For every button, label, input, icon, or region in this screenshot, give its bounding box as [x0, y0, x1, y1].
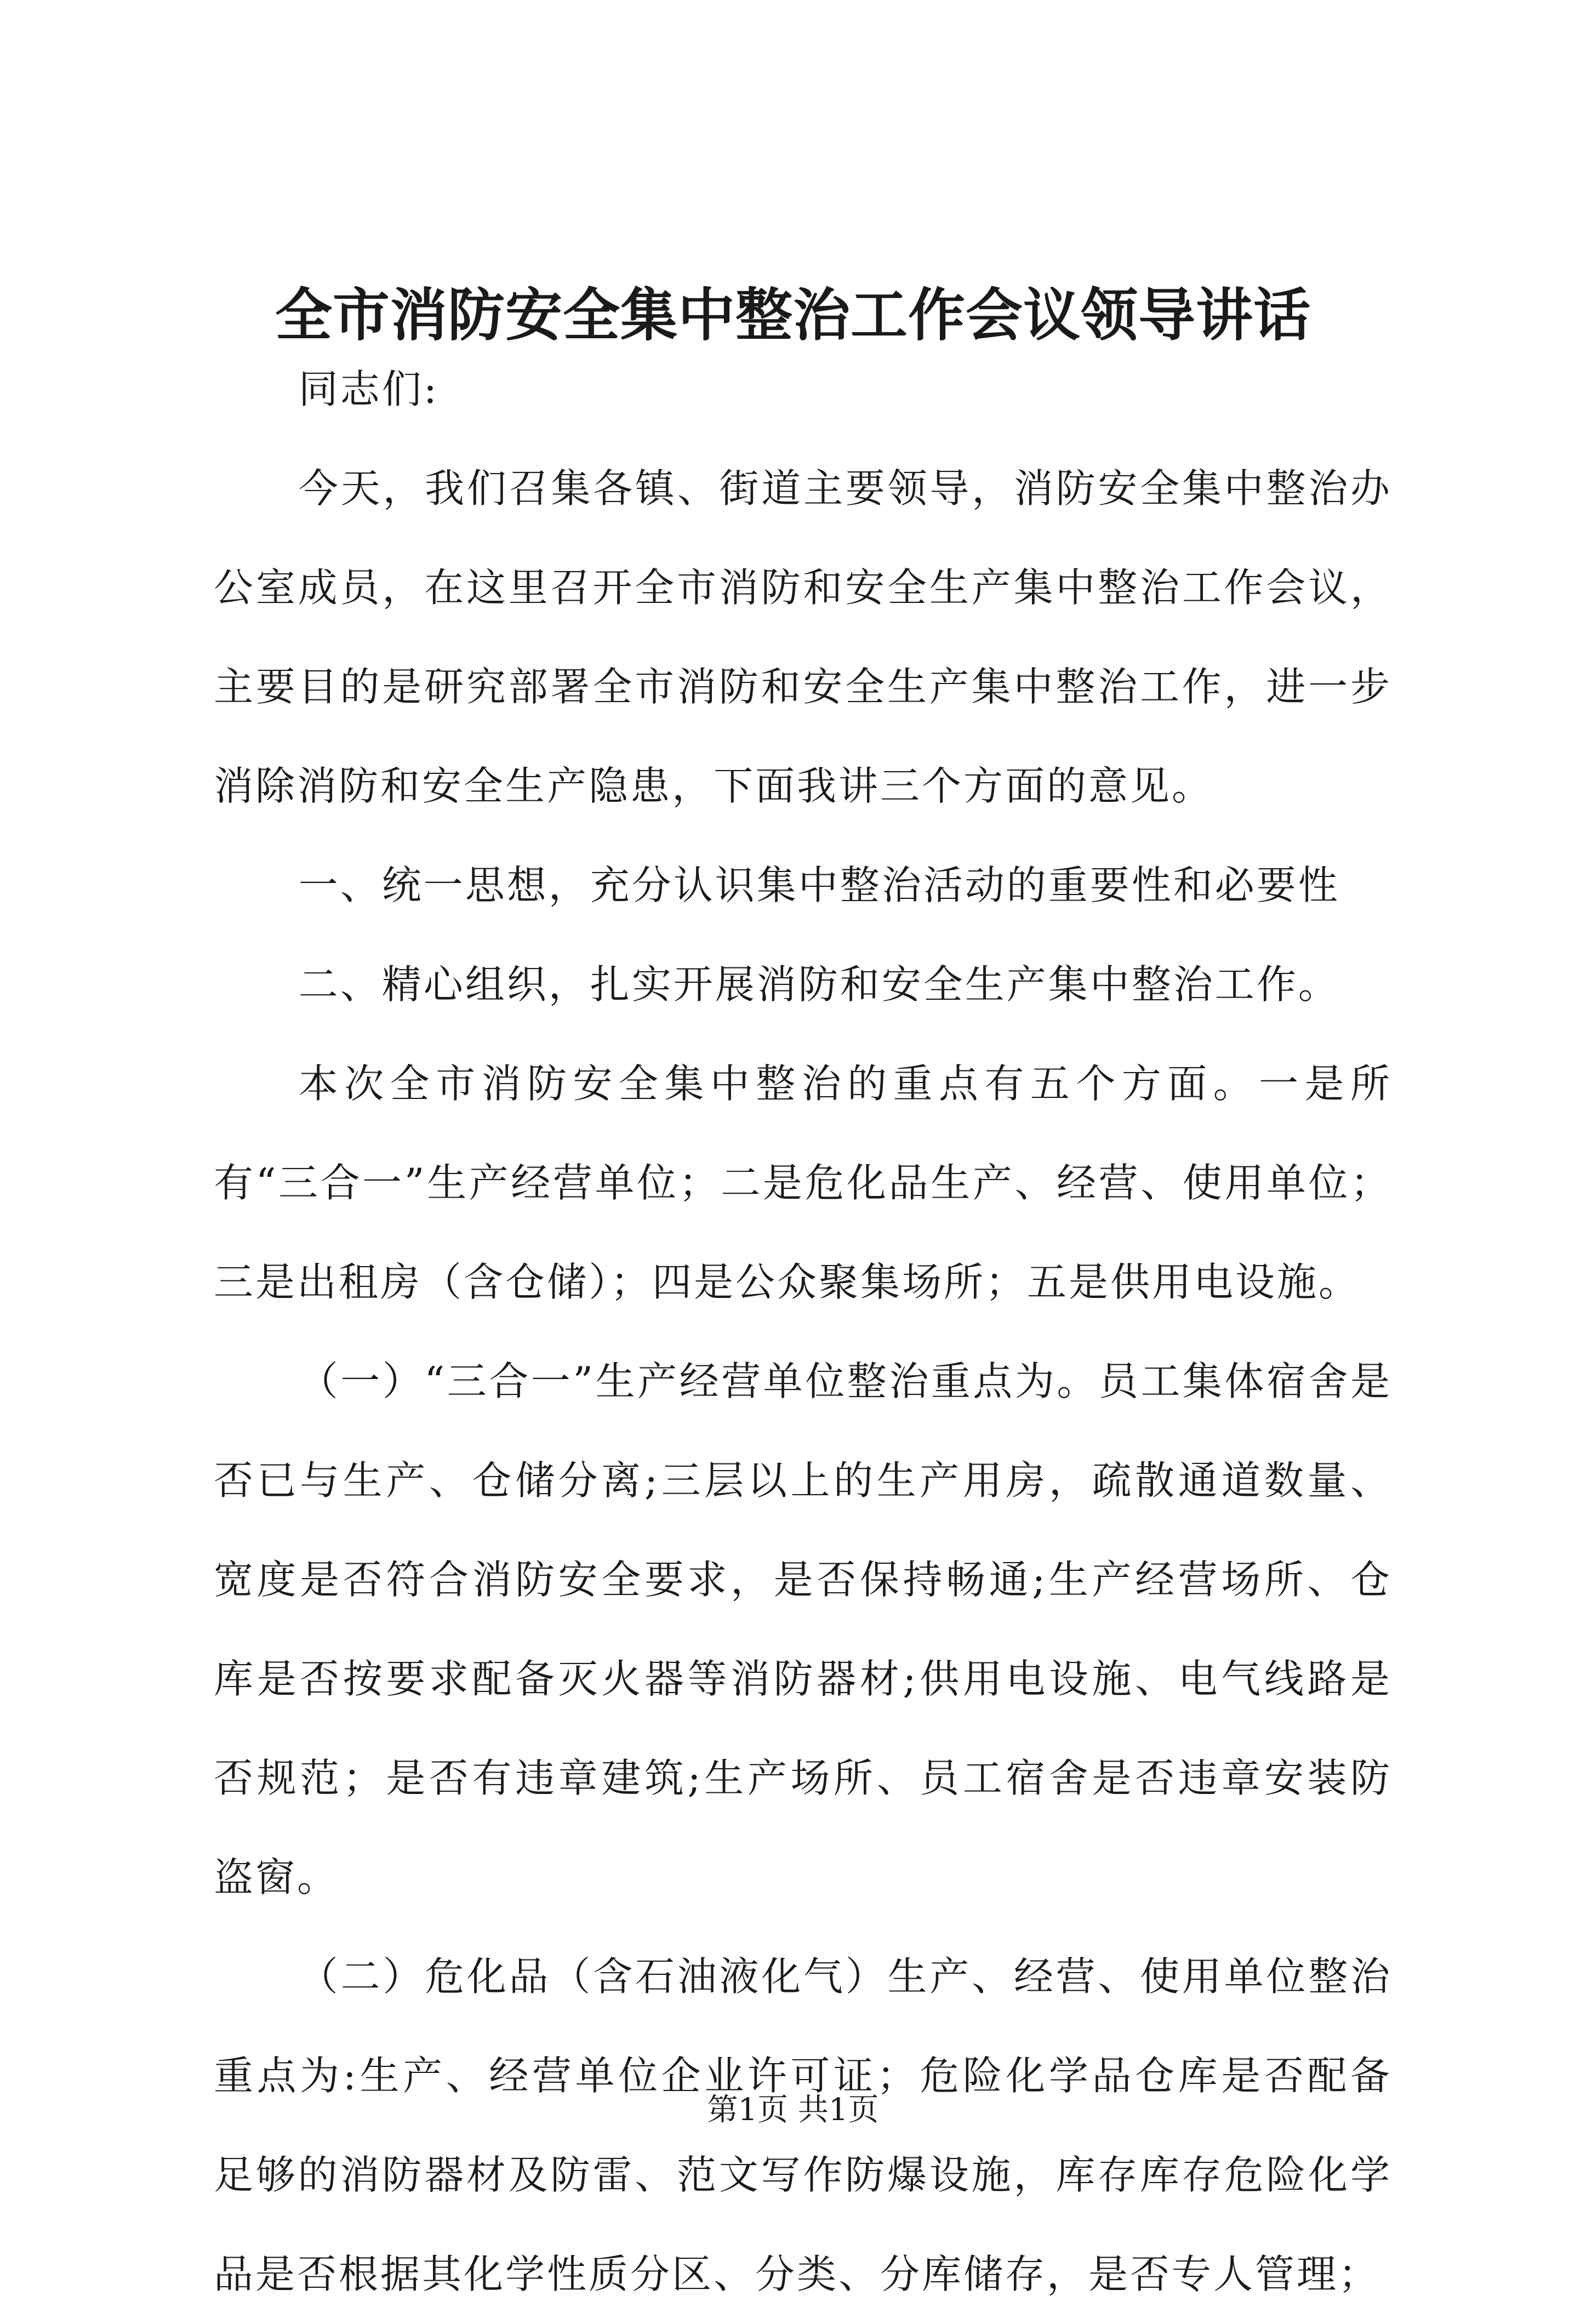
body-paragraph: 今天，我们召集各镇、街道主要领导，消防安全集中整治办公室成员，在这里召开全市消防和安全生产集中整治工作会议，主要目的是研究部署全市消防和安全生产集中整治工作，进一步消除消防和安全生产隐患，下面我讲三个方面的意见。	[214, 465, 1392, 809]
document-body	[214, 340, 1392, 2324]
body-paragraph: （二）危化品（含石油液化气）生产、经营、使用单位整治重点为:生产、经营单位企业许可证；危险化学品仓库是否配备足够的消防器材及防雷、范文写作防爆设施，库存库存危险化学品是否根据其化学性质分区、分类、分库储存，是否专人管理；	[214, 1953, 1392, 2297]
body-paragraph: （一）“三合一”生产经营单位整治重点为。员工集体宿舍是否已与生产、仓储分离;三层以上的生产用房，疏散通道数量、宽度是否符合消防安全要求，是否保持畅通;生产经营场所、仓库是否按要求配备灭火器等消防器材;供用电设施、电气线路是否规范；是否有违章建筑;生产场所、员工宿舍是否违章安装防盗窗。	[214, 1358, 1392, 1900]
salutation-paragraph: 同志们:	[298, 366, 440, 412]
body-paragraph: 本次全市消防安全集中整治的重点有五个方面。一是所有“三合一”生产经营单位；二是危化品生产、经营、使用单位；三是出租房（含仓储）；四是公众聚集场所；五是供用电设施。	[214, 1061, 1392, 1305]
section-heading-2: 二、精心组织，扎实开展消防和安全生产集中整治工作。	[298, 961, 1340, 1007]
page-number-footer: 第1页 共1页	[707, 2092, 879, 2128]
section-heading-1: 一、统一思想，充分认识集中整治活动的重要性和必要性	[298, 862, 1340, 908]
document-title: 全市消防安全集中整治工作会议领导讲话	[275, 281, 1311, 349]
